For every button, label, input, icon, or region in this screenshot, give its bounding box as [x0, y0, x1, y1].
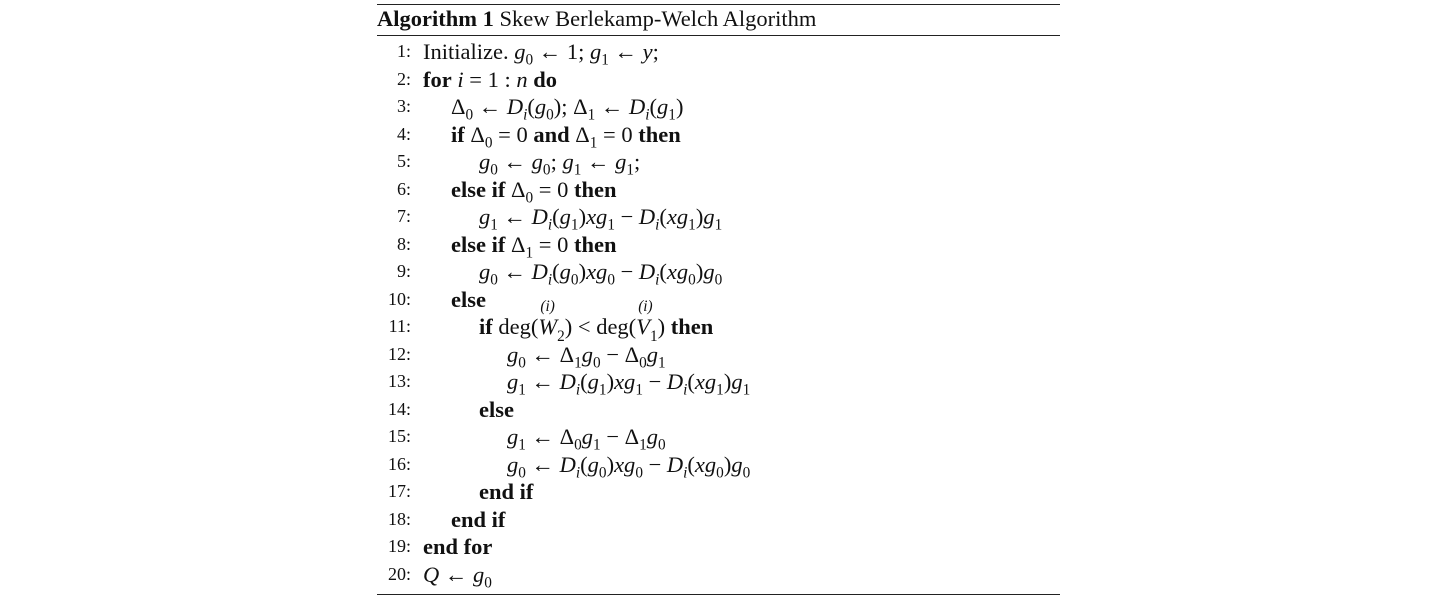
line-number: 18:	[387, 508, 411, 529]
keyword-then: then	[670, 314, 714, 339]
keyword-then: then	[638, 121, 681, 147]
keyword-else-if: else if	[451, 176, 506, 202]
algorithm-block	[377, 4, 1060, 595]
line-code	[451, 506, 505, 534]
line-code: Q ← $g_0$	[423, 561, 492, 591]
line-number: 13:	[387, 371, 411, 391]
line-number: 11:	[388, 316, 411, 336]
algorithm-line	[377, 561, 1060, 589]
line-code	[423, 533, 492, 561]
algorithm-line	[377, 533, 1060, 561]
line-code: $g_1$ ← $\Delta_0g_1 - \Delta_1g_0$	[507, 424, 666, 454]
line-number: 6:	[396, 178, 411, 199]
algorithm-line	[377, 231, 1060, 259]
line-code	[451, 286, 486, 314]
keyword-then: then	[573, 176, 617, 202]
keyword-if: if	[451, 121, 465, 147]
algorithm-line	[377, 451, 1060, 479]
line-code: $g_1$ ← $D_i(g_1)xg_1 - D_i(xg_1)g_1$	[507, 369, 751, 399]
algorithm-line	[377, 66, 1060, 94]
keyword-else: else	[479, 396, 514, 422]
line-code	[479, 478, 533, 506]
keyword-then: then	[573, 231, 617, 257]
algorithm-line	[377, 368, 1060, 399]
bottom-rule	[377, 594, 1060, 595]
line-code: $g_0$ ← $g_0$; $g_1$ ← $g_1$;	[479, 149, 641, 179]
line-number: 9:	[396, 261, 411, 281]
keyword-end-if: end if	[479, 479, 534, 504]
line-code: Initialize. $g_0$ ← 1; $g_1$ ← y;	[423, 39, 659, 69]
keyword-initialize: Initialize.	[423, 39, 509, 64]
line-code	[479, 396, 514, 424]
keyword-end-for: end for	[423, 534, 493, 559]
keyword-do: do	[533, 66, 557, 92]
line-number: 1:	[396, 41, 411, 61]
line-number: 2:	[396, 68, 411, 89]
line-code: $g_0$ ← $D_i(g_0)xg_0 - D_i(xg_0)g_0$	[479, 259, 723, 289]
keyword-else-if: else if	[451, 231, 506, 257]
algorithm-line	[377, 38, 1060, 69]
line-number: 3:	[396, 96, 411, 116]
line-number: 5:	[396, 151, 411, 171]
algorithm-line	[377, 258, 1060, 289]
algorithm-line	[377, 286, 1060, 314]
line-number: 20:	[387, 563, 411, 584]
algorithm-line	[377, 93, 1060, 124]
algorithm-title: Skew Berlekamp-Welch Algorithm	[499, 6, 817, 31]
algorithm-lines	[377, 38, 1060, 591]
algorithm-label: Algorithm 1	[377, 6, 494, 31]
line-code: else if $\Delta_0 = 0$ then	[451, 176, 617, 206]
keyword-for: for	[423, 66, 452, 92]
line-code: $g_0$ ← $D_i(g_0)xg_0 - D_i(xg_0)g_0$	[507, 451, 751, 481]
algorithm-line	[377, 148, 1060, 179]
line-code: $g_0$ ← $\Delta_1g_0 - \Delta_0g_1$	[507, 341, 666, 371]
line-code: if $\Delta_0 = 0$ and $\Delta_1 = 0$ then	[451, 121, 681, 151]
line-number: 7:	[396, 206, 411, 226]
line-number: 12:	[387, 343, 411, 364]
line-code: if deg(W (i) $_2$) < deg(V (i) $_1$) then	[479, 298, 714, 345]
line-code: $g_1$ ← $D_i(g_1)xg_1 - D_i(xg_1)g_1$	[479, 204, 723, 234]
algorithm-line	[377, 121, 1060, 149]
keyword-and: and	[533, 121, 570, 147]
algorithm-line	[377, 423, 1060, 454]
header-rule	[377, 35, 1060, 36]
line-number: 19:	[387, 536, 411, 556]
algorithm-line	[377, 478, 1060, 506]
algorithm-line	[377, 341, 1060, 369]
algorithm-header	[377, 5, 1060, 32]
line-number: 14:	[387, 398, 411, 419]
line-number: 16:	[387, 453, 411, 474]
algorithm-line	[377, 396, 1060, 424]
line-number: 15:	[387, 426, 411, 446]
line-code: $\Delta_0$ ← $D_i(g_0)$; $\Delta_1$ ← $D_i(g_1)$	[451, 94, 684, 124]
algorithm-line	[377, 506, 1060, 534]
keyword-end-if: end if	[451, 506, 506, 532]
line-code: for i = 1 : n do	[423, 66, 557, 92]
keyword-if: if	[479, 314, 493, 339]
line-number: 10:	[387, 288, 411, 309]
algorithm-line	[377, 176, 1060, 204]
line-number: 8:	[396, 233, 411, 254]
line-number: 17:	[387, 481, 411, 501]
keyword-else: else	[451, 286, 486, 312]
line-code: else if $\Delta_1 = 0$ then	[451, 231, 617, 261]
algorithm-line	[377, 203, 1060, 234]
line-number: 4:	[396, 123, 411, 144]
